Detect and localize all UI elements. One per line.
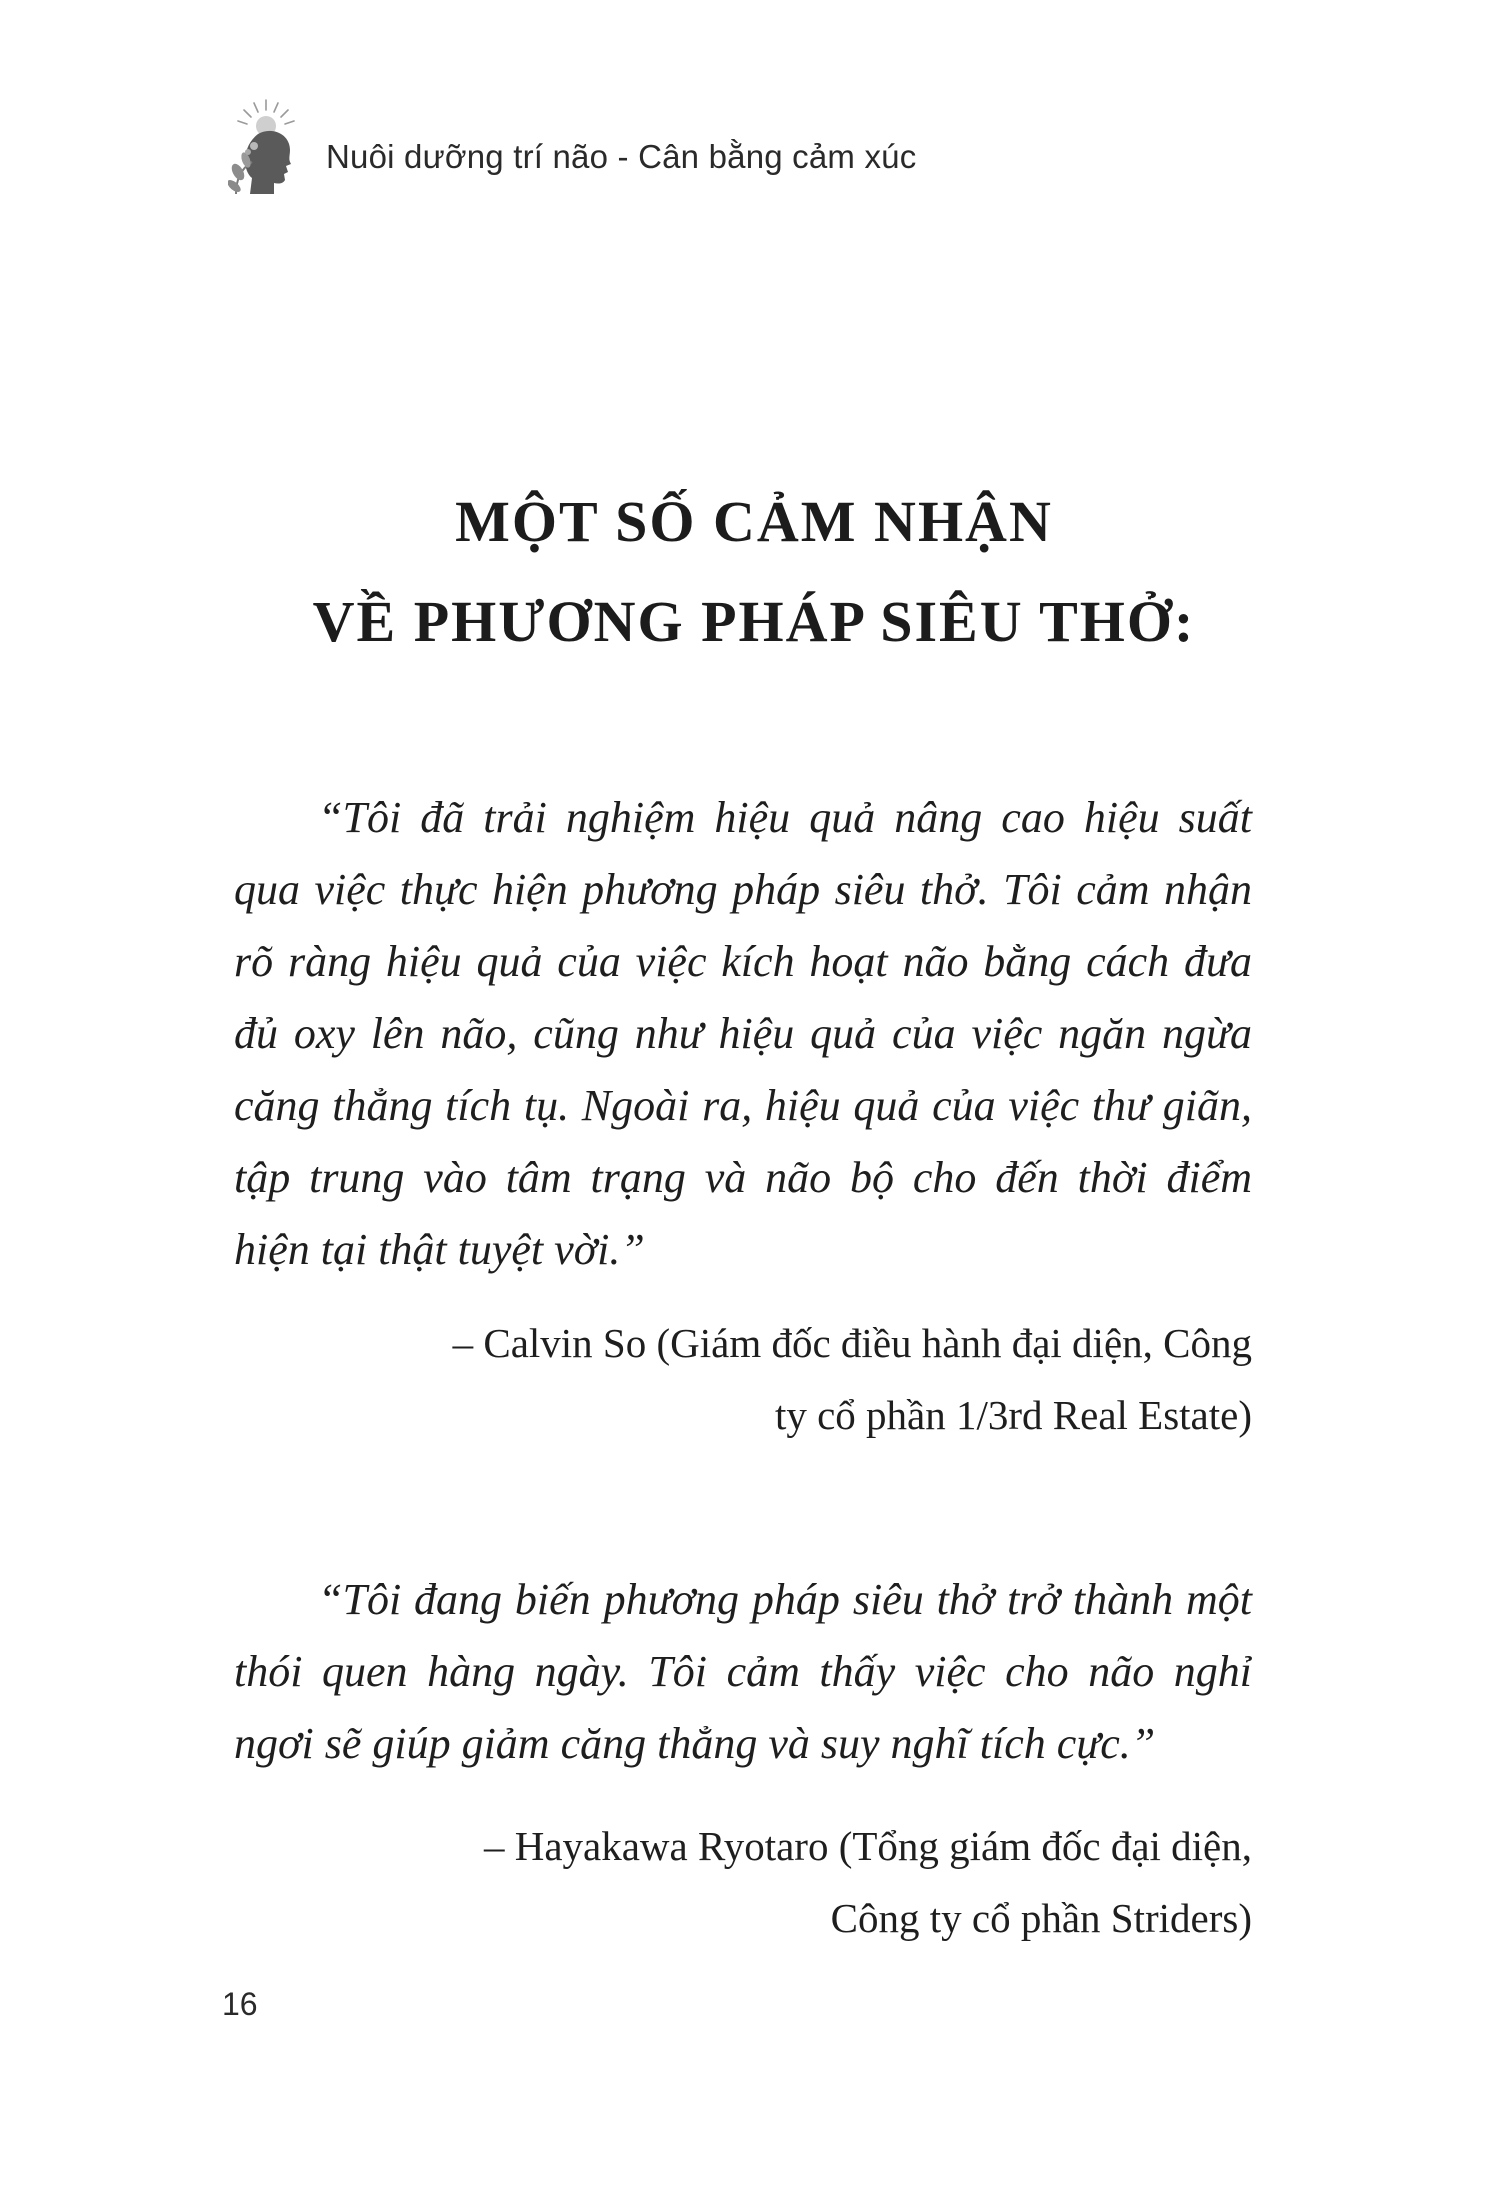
attribution-line: Công ty cổ phần Striders) [830, 1895, 1252, 1941]
attribution-line: – Hayakawa Ryotaro (Tổng giám đốc đại diện, [483, 1823, 1252, 1869]
page-title [0, 472, 1508, 672]
testimonial-quote-2: “Tôi đang biến phương pháp siêu thở trở thành một thói quen hàng ngày. Tôi cảm thấy việc cho não nghỉ ngơi sẽ giúp giảm căng thẳng và suy nghĩ tích cực.” [234, 1575, 1252, 1768]
attribution-line: – Calvin So (Giám đốc điều hành đại diện, Công [452, 1320, 1252, 1366]
meditating-head-icon [228, 98, 304, 196]
attribution-line: ty cổ phần 1/3rd Real Estate) [774, 1392, 1252, 1438]
running-title: Nuôi dưỡng trí não - Cân bằng cảm xúc [326, 138, 917, 175]
page-title-line-1: MỘT SỐ CẢM NHẬN [455, 489, 1053, 554]
testimonial-quote-1: “Tôi đã trải nghiệm hiệu quả nâng cao hiệu suất qua việc thực hiện phương pháp siêu thở. Tôi cảm nhận rõ ràng hiệu quả của việc kích hoạt não bằng cách đưa đủ oxy lên não, cũng như hiệu quả của việc ngăn ngừa căng thẳng tích tụ. Ngoài ra, hiệu quả của việc thư giãn, tập trung vào tâm trạng và não bộ cho đến thời điểm hiện tại thật tuyệt vời.” [234, 793, 1252, 1274]
testimonial-attribution-1 [234, 1307, 1252, 1451]
testimonial-attribution-2 [234, 1810, 1252, 1954]
page-title-line-2: VỀ PHƯƠNG PHÁP SIÊU THỞ: [312, 589, 1196, 654]
running-header [228, 98, 916, 196]
page-number: 16 [222, 1986, 258, 2022]
